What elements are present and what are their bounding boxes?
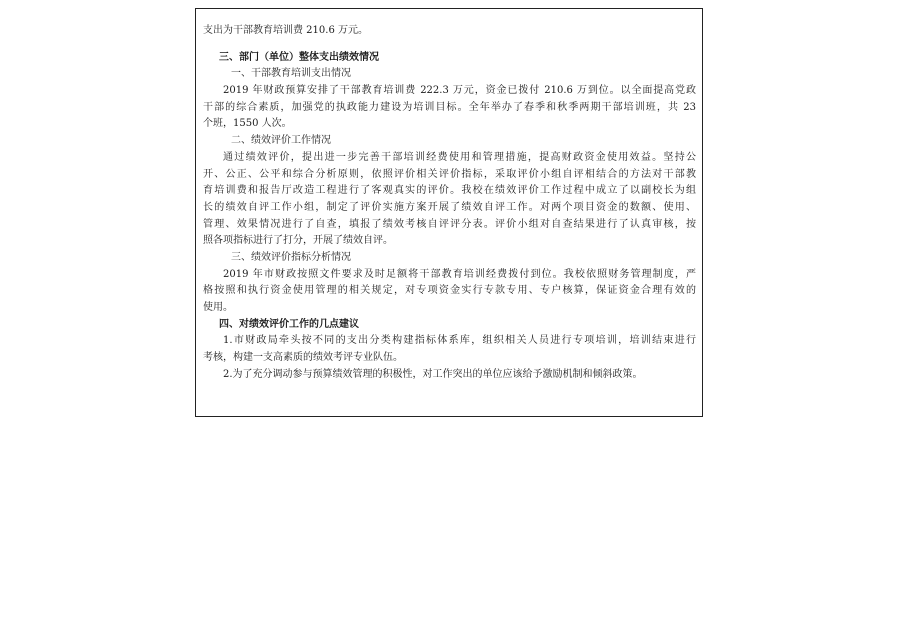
section-heading-3: 三、部门（单位）整体支出绩效情况	[219, 51, 379, 63]
paragraph-line: 照各项指标进行了打分，开展了绩效自评。	[203, 235, 393, 247]
paragraph-line: 个班，1550 人次。	[203, 118, 292, 130]
paragraph-line: 格按照和执行资金使用管理的相关规定，对专项资金实行专款专用、专户核算，保证资金合理有效的	[203, 285, 696, 297]
spacer	[203, 40, 696, 50]
paragraph-line: 支出为干部教育培训费 210.6 万元。	[203, 25, 368, 36]
paragraph-line: 长的绩效自评工作小组，制定了评价实施方案开展了绩效自评工作。对两个项目资金的数额、使用、	[203, 201, 696, 213]
paragraph-line: 2019 年财政预算安排了干部教育培训费 222.3 万元，资金已拨付 210.6 万到位。以全面提高党政	[223, 85, 696, 97]
paragraph-line: 1.市财政局牵头按不同的支出分类构建指标体系库，组织相关人员进行专项培训，培训结束进行	[223, 335, 696, 347]
paragraph-line: 开、公正、公平和综合分析原则，依照评价相关评价指标，采取评价小组自评相结合的方法对干部教	[203, 168, 696, 180]
document-page	[195, 8, 703, 417]
paragraph-line: 干部的综合素质，加强党的执政能力建设为培训目标。全年举办了春季和秋季两期干部培训班，共 23	[203, 101, 696, 113]
paragraph-line: 管理、效果情况进行了自查，填报了绩效考核自评评分表。评价小组对自查结果进行了认真审核，按	[203, 218, 696, 230]
paragraph-line: 2.为了充分调动参与预算绩效管理的积极性，对工作突出的单位应该给予激励机制和倾斜政策。	[223, 368, 643, 380]
subsection-heading-3: 三、绩效评价指标分析情况	[231, 251, 351, 263]
subsection-heading-1: 一、干部教育培训支出情况	[231, 68, 351, 80]
paragraph-line: 使用。	[203, 302, 233, 313]
paragraph-line: 考核，构建一支高素质的绩效考评专业队伍。	[203, 352, 403, 364]
paragraph-line: 通过绩效评价，提出进一步完善干部培训经费使用和管理措施，提高财政资金使用效益。坚持公	[223, 151, 696, 163]
subsection-heading-2: 二、绩效评价工作情况	[231, 135, 331, 147]
section-heading-4: 四、对绩效评价工作的几点建议	[219, 318, 359, 330]
paragraph-line: 育培训费和报告厅改造工程进行了客观真实的评价。我校在绩效评价工作过程中成立了以副校长为组	[203, 185, 696, 197]
paragraph-line: 2019 年市财政按照文件要求及时足额将干部教育培训经费拨付到位。我校依照财务管理制度，严	[223, 268, 696, 280]
